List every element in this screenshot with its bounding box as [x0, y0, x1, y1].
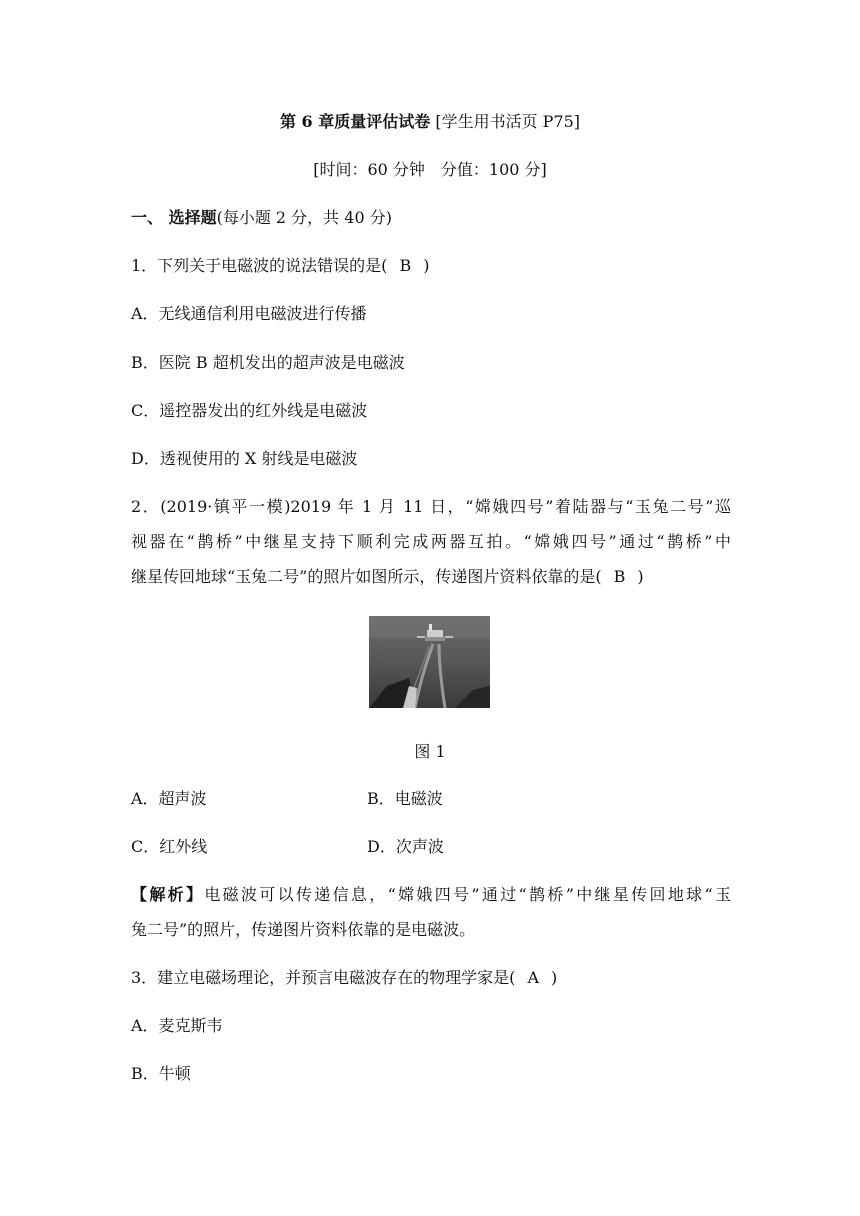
question-3-stem: [131, 967, 557, 989]
question-1-stem: [131, 255, 429, 277]
question-2-analysis: [131, 884, 731, 906]
question-2-line-3: [131, 566, 644, 588]
analysis-text: 电磁波可以传递信息，“嫦娥四号”通过“鹊桥”中继星传回地球“玉: [204, 885, 731, 904]
question-2-analysis-line-2: 兔二号”的照片，传递图片资料依靠的是电磁波。: [131, 920, 476, 939]
exam-title: 第 6 章质量评估试卷: [279, 112, 431, 131]
section-heading: [131, 207, 392, 229]
analysis-label: 【解析】: [131, 885, 205, 904]
question-3-option-b: B．牛顿: [131, 1064, 191, 1083]
question-text: 1．下列关于电磁波的说法错误的是(: [131, 256, 388, 275]
answer-value: A: [527, 968, 539, 987]
answer-value: B: [613, 567, 626, 586]
question-2-line-1: 2．(2019·镇平一模)2019 年 1 月 11 日，“嫦娥四号”着陆器与“玉兔二号”巡: [131, 497, 731, 516]
section-heading-label: 一、 选择题: [131, 208, 217, 227]
question-1-option-c: C．遥控器发出的红外线是电磁波: [131, 401, 368, 420]
question-2-option-c: C．红外线: [131, 837, 208, 856]
question-2-option-b: B．电磁波: [367, 789, 443, 808]
page-title: [0, 111, 860, 133]
question-2-line-2: 视器在“鹊桥”中继星支持下顺利完成两器互拍。“嫦娥四号”通过“鹊桥”中: [131, 532, 731, 551]
section-heading-note: (每小题 2 分，共 40 分): [216, 208, 392, 227]
question-text: 继星传回地球“玉兔二号”的照片如图所示，传递图片资料依靠的是(: [131, 567, 602, 586]
time-info: [时间：60 分钟 分值：100 分]: [313, 160, 547, 179]
paren-close: ): [423, 256, 430, 275]
question-2-option-a: A．超声波: [131, 789, 207, 808]
paren-close: ): [551, 968, 558, 987]
question-1-option-a: A．无线通信利用电磁波进行传播: [131, 304, 367, 323]
question-2-option-d: D．次声波: [367, 837, 444, 856]
question-text: 3．建立电磁场理论，并预言电磁波存在的物理学家是(: [131, 968, 516, 987]
question-1-option-d: D．透视使用的 X 射线是电磁波: [131, 449, 358, 468]
lunar-rover-photo: [369, 616, 490, 708]
answer-value: B: [399, 256, 412, 275]
question-1-option-b: B．医院 B 超机发出的超声波是电磁波: [131, 353, 405, 372]
figure-caption: 图 1: [414, 742, 446, 761]
question-3-option-a: A．麦克斯韦: [131, 1016, 223, 1035]
paren-close: ): [637, 567, 644, 586]
exam-subtitle: [学生用书活页 P75]: [435, 112, 581, 131]
